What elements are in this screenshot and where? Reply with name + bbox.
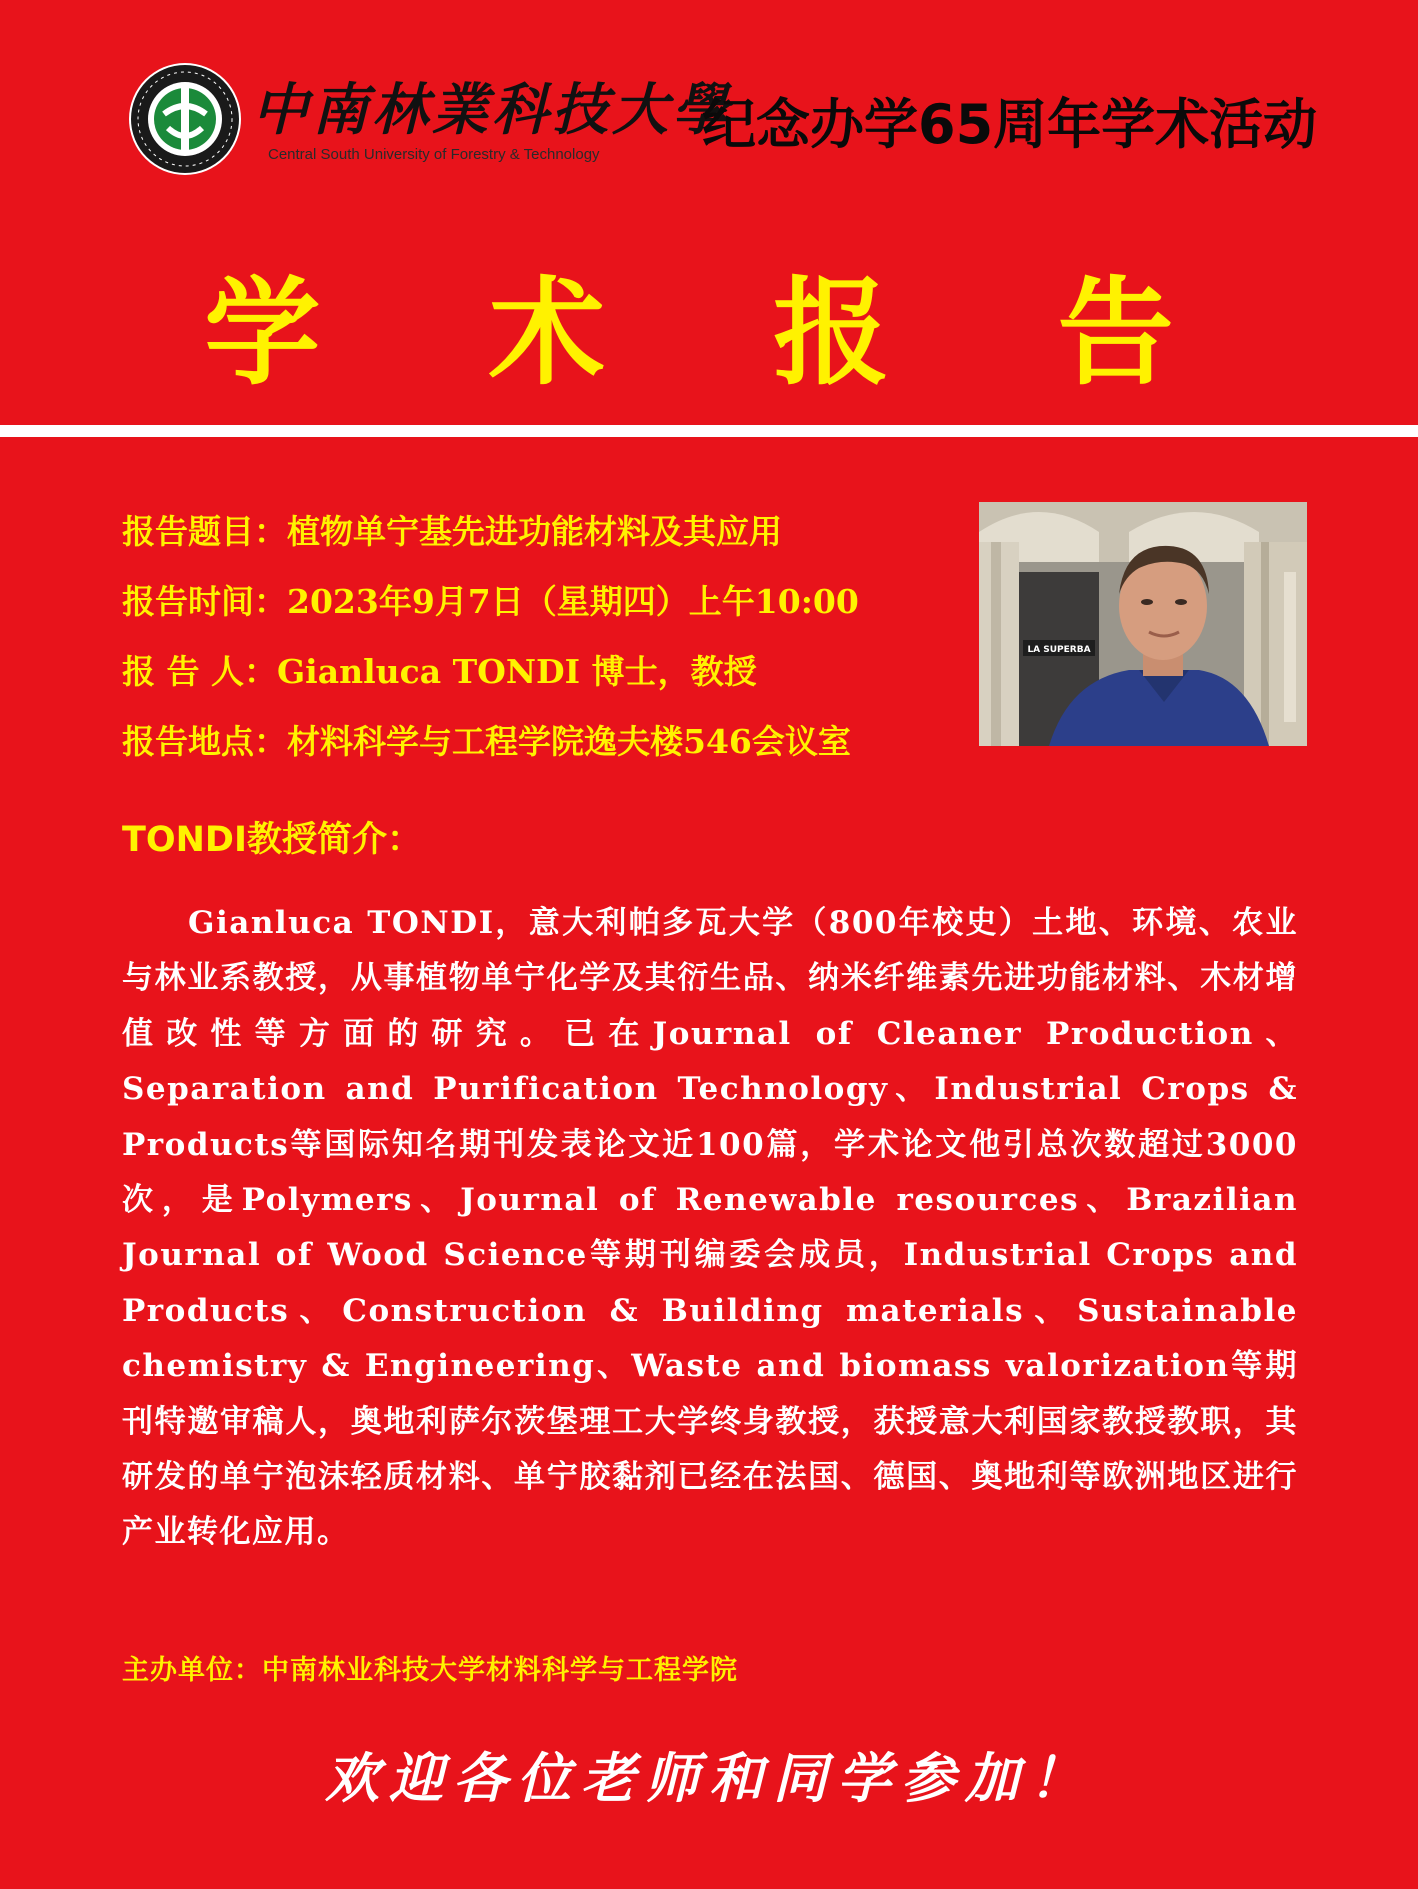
speaker-photo: [979, 502, 1307, 746]
report-info: [122, 497, 982, 777]
welcome-message: 欢迎各位老师和同学参加！: [325, 1746, 1093, 1810]
school-name-cn: 中南林業科技大學: [252, 77, 732, 143]
report-location-row: 报告地点：材料科学与工程学院逸夫楼546会议室: [122, 722, 851, 761]
university-emblem-icon: [128, 62, 242, 176]
report-time-row: 报告时间：2023年9月7日（星期四）上午10:00: [122, 582, 859, 621]
photo-sign-text: LA SUPERBA: [1027, 645, 1091, 655]
report-speaker-row: 报 告 人：Gianluca TONDI 博士，教授: [122, 652, 757, 691]
main-title: 学 术 报 告: [204, 266, 1238, 401]
organizer: 主办单位：中南林业科技大学材料科学与工程学院: [122, 1655, 738, 1686]
bio-text: Gianluca TONDI，意大利帕多瓦大学（800年校史）土地、环境、农业与林业系教授，从事植物单宁化学及其衍生品、纳米纤维素先进功能材料、木材增值改性等方面的研究。已在Journal of Cleaner Production、Separation and Purification Technology、Industrial Crops & Products等国际知名期刊发表论文近100篇，学术论文他引总次数超过3000次，是Polymers、Journal of Renewable resources、Brazilian Journal of Wood Science等期刊编委会成员，Industrial Crops and Products、Construction & Building materials、Sustainable chemistry & Engineering、Waste and biomass valorization等期刊特邀审稿人，奥地利萨尔茨堡理工大学终身教授，获授意大利国家教授教职，其研发的单宁泡沫轻质材料、单宁胶黏剂已经在法国、德国、奥地利等欧洲地区进行产业转化应用。: [122, 905, 1298, 1551]
bio-heading: TONDI教授简介：: [122, 820, 422, 860]
anniversary-title: 纪念办学65周年学术活动: [702, 93, 1318, 156]
report-title-row: 报告题目：植物单宁基先进功能材料及其应用: [122, 512, 782, 551]
school-name-en: Central South University of Forestry & Technology: [268, 146, 600, 163]
